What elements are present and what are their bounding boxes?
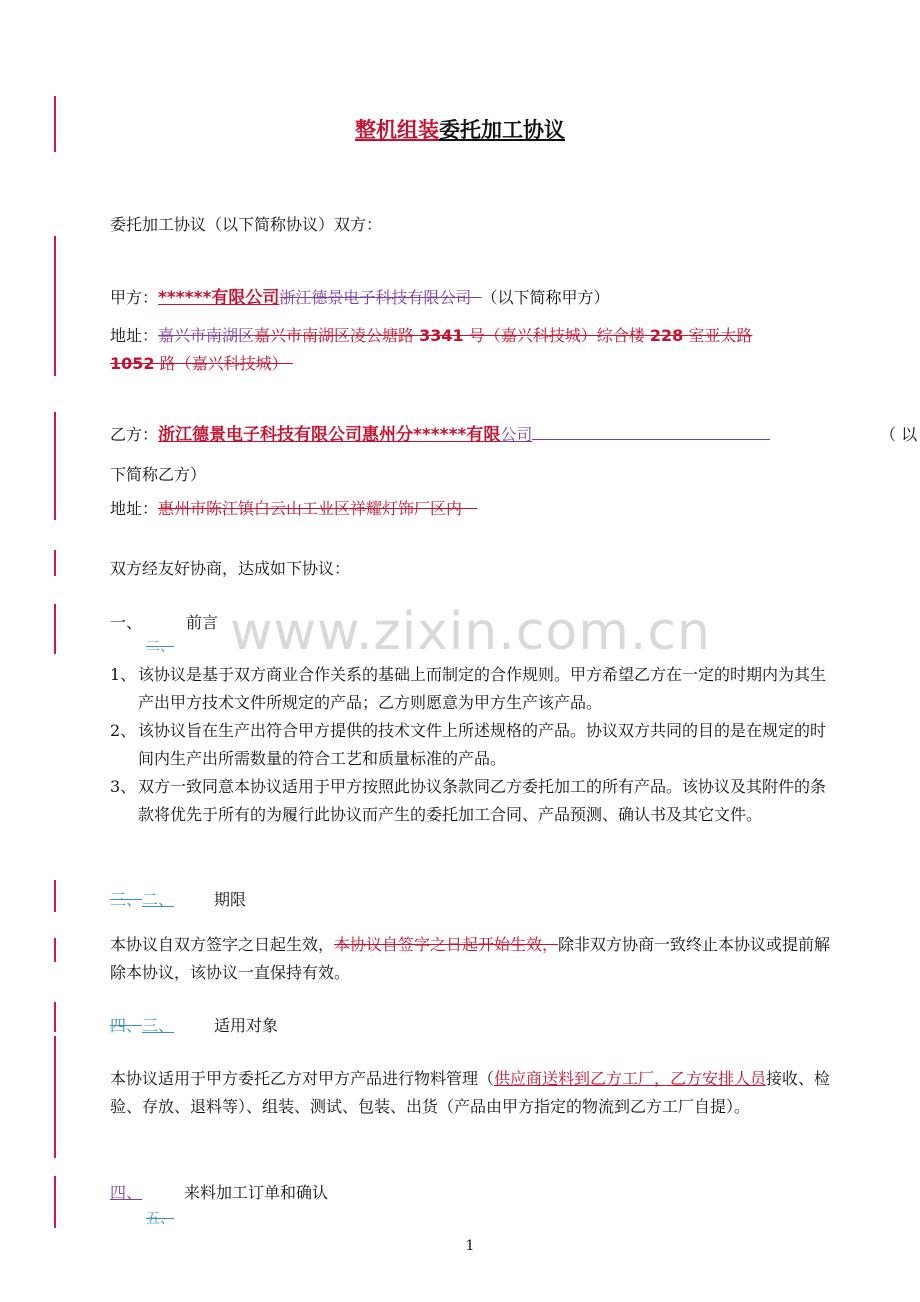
section-3-title: 适用对象	[214, 1016, 279, 1035]
section-4-heading	[110, 1180, 328, 1203]
change-bar	[54, 1002, 56, 1032]
party-a-label: 甲方：	[110, 288, 159, 307]
party-b-line	[110, 420, 770, 445]
party-a-address-num-2: 228	[649, 326, 684, 345]
document-title	[0, 114, 920, 144]
party-a-address-deleted-4: 室亚太路	[688, 326, 753, 345]
title-inserted-text: 整机组装	[355, 117, 439, 142]
party-b-blank-rule	[532, 439, 770, 440]
title-main-text: 委托加工协议	[439, 117, 565, 142]
party-a-address-deleted-1: 嘉兴市南湖区	[158, 326, 255, 345]
section-2-body	[110, 931, 836, 987]
section-2-num: 二、	[142, 890, 175, 909]
list-item	[110, 773, 836, 829]
intro-line: 委托加工协议（以下简称协议）双方：	[110, 215, 383, 234]
section-2-deleted-num: 三、	[110, 890, 143, 909]
party-a-deleted-name: 浙江德景电子科技有限公司	[279, 288, 472, 307]
section-1-num: 一、	[110, 613, 143, 632]
section-4-deleted-num: 五、	[146, 1211, 174, 1227]
section-3-body	[110, 1065, 836, 1121]
section-1-title: 前言	[186, 613, 219, 632]
party-a-address-line-2	[110, 351, 293, 374]
list-item-text: 双方一致同意本协议适用于甲方按照此协议条款同乙方委托加工的所有产品。该协议及其附件的条款将优先于所有的为履行此协议而产生的委托加工合同、产品预测、确认书及其它文件。	[138, 777, 827, 824]
section-3-body-inserted: 供应商送料到乙方工厂，乙方安排人员	[494, 1069, 767, 1088]
section-2-body-2: 除非双方协商一致终止本协议或提前解除本协议，该协议一直保持有效。	[110, 935, 831, 982]
party-b-inserted-name: 浙江德景电子科技有限公司惠州分******有限	[158, 425, 501, 445]
section-3-num: 三、	[142, 1016, 175, 1035]
change-bar	[54, 1176, 56, 1228]
party-a-address-label: 地址：	[110, 326, 159, 345]
party-b-suffix-1: （ 以	[880, 425, 918, 444]
list-item-text: 该协议是基于双方商业合作关系的基础上而制定的合作规则。甲方希望乙方在一定的时期内为其生产出甲方技术文件所规定的产品；乙方则愿意为甲方生产该产品。	[138, 665, 827, 712]
section-3-heading	[110, 1013, 278, 1036]
section-3-body-1: 本协议适用于甲方委托乙方对甲方产品进行物料管理（	[110, 1069, 495, 1088]
party-b-suffix-2: 下简称乙方）	[110, 465, 207, 484]
party-b-address-deleted: 惠州市陈江镇白云山工业区祥耀灯饰厂区内	[158, 499, 463, 518]
section-3-deleted-num: 四、	[110, 1016, 143, 1035]
list-item-text: 该协议旨在生产出符合甲方提供的技术文件上所述规格的产品。协议双方共同的目的是在规定的时间内生产出所需数量的符合工艺和质量标准的产品。	[138, 721, 827, 768]
section-2-title: 期限	[214, 890, 247, 909]
party-a-address-num-1: 3341	[419, 326, 464, 345]
list-item-num: 2、	[110, 721, 137, 740]
watermark: www.zixin.com.cn	[230, 602, 711, 662]
section-3-body-2: 接收、检验、存放、退料等）、组装、测试、包装、出货（产品由甲方指定的物流到乙方工厂自提）。	[110, 1069, 831, 1116]
section-1-heading	[110, 610, 218, 633]
numbered-list	[110, 661, 836, 829]
party-b-label: 乙方：	[110, 425, 159, 444]
section-2-body-1: 本协议自双方签字之日起生效，	[110, 935, 335, 954]
change-bar	[54, 880, 56, 912]
change-bar	[54, 1036, 56, 1158]
list-item-num: 1、	[110, 665, 137, 684]
section-4-num: 四、	[110, 1183, 143, 1202]
change-bar	[54, 412, 56, 520]
agreement-line: 双方经友好协商，达成如下协议：	[110, 559, 351, 578]
list-item	[110, 717, 836, 773]
section-1-deleted-num: 二、	[146, 639, 174, 655]
change-bar	[54, 938, 56, 962]
party-b-address-label: 地址：	[110, 499, 159, 518]
party-b-address-line	[110, 496, 477, 519]
section-2-heading	[110, 887, 246, 910]
change-bar	[54, 604, 56, 654]
party-a-address-num-3: 1052	[110, 354, 155, 373]
party-a-inserted-name: ******有限公司	[158, 288, 280, 308]
party-a-address-deleted-3: 号（嘉兴科技城）综合楼	[468, 326, 645, 345]
section-2-body-deleted: 本协议自签字之日起开始生效，	[334, 935, 559, 954]
change-bar	[54, 236, 56, 376]
list-item	[110, 661, 836, 717]
party-a-address-deleted-5: 路（嘉兴科技城）	[159, 354, 288, 373]
party-a-suffix: （以下简称甲方）	[481, 288, 610, 307]
party-a-address-line	[110, 323, 752, 346]
party-a-address-deleted-2: 嘉兴市南湖区凌公塘路	[254, 326, 415, 345]
party-b-name-tail: 公司	[500, 425, 533, 444]
list-item-num: 3、	[110, 777, 137, 796]
section-4-title: 来料加工订单和确认	[184, 1183, 329, 1202]
party-a-line	[110, 283, 610, 308]
page-number: 1	[465, 1238, 475, 1254]
change-bar	[54, 550, 56, 576]
